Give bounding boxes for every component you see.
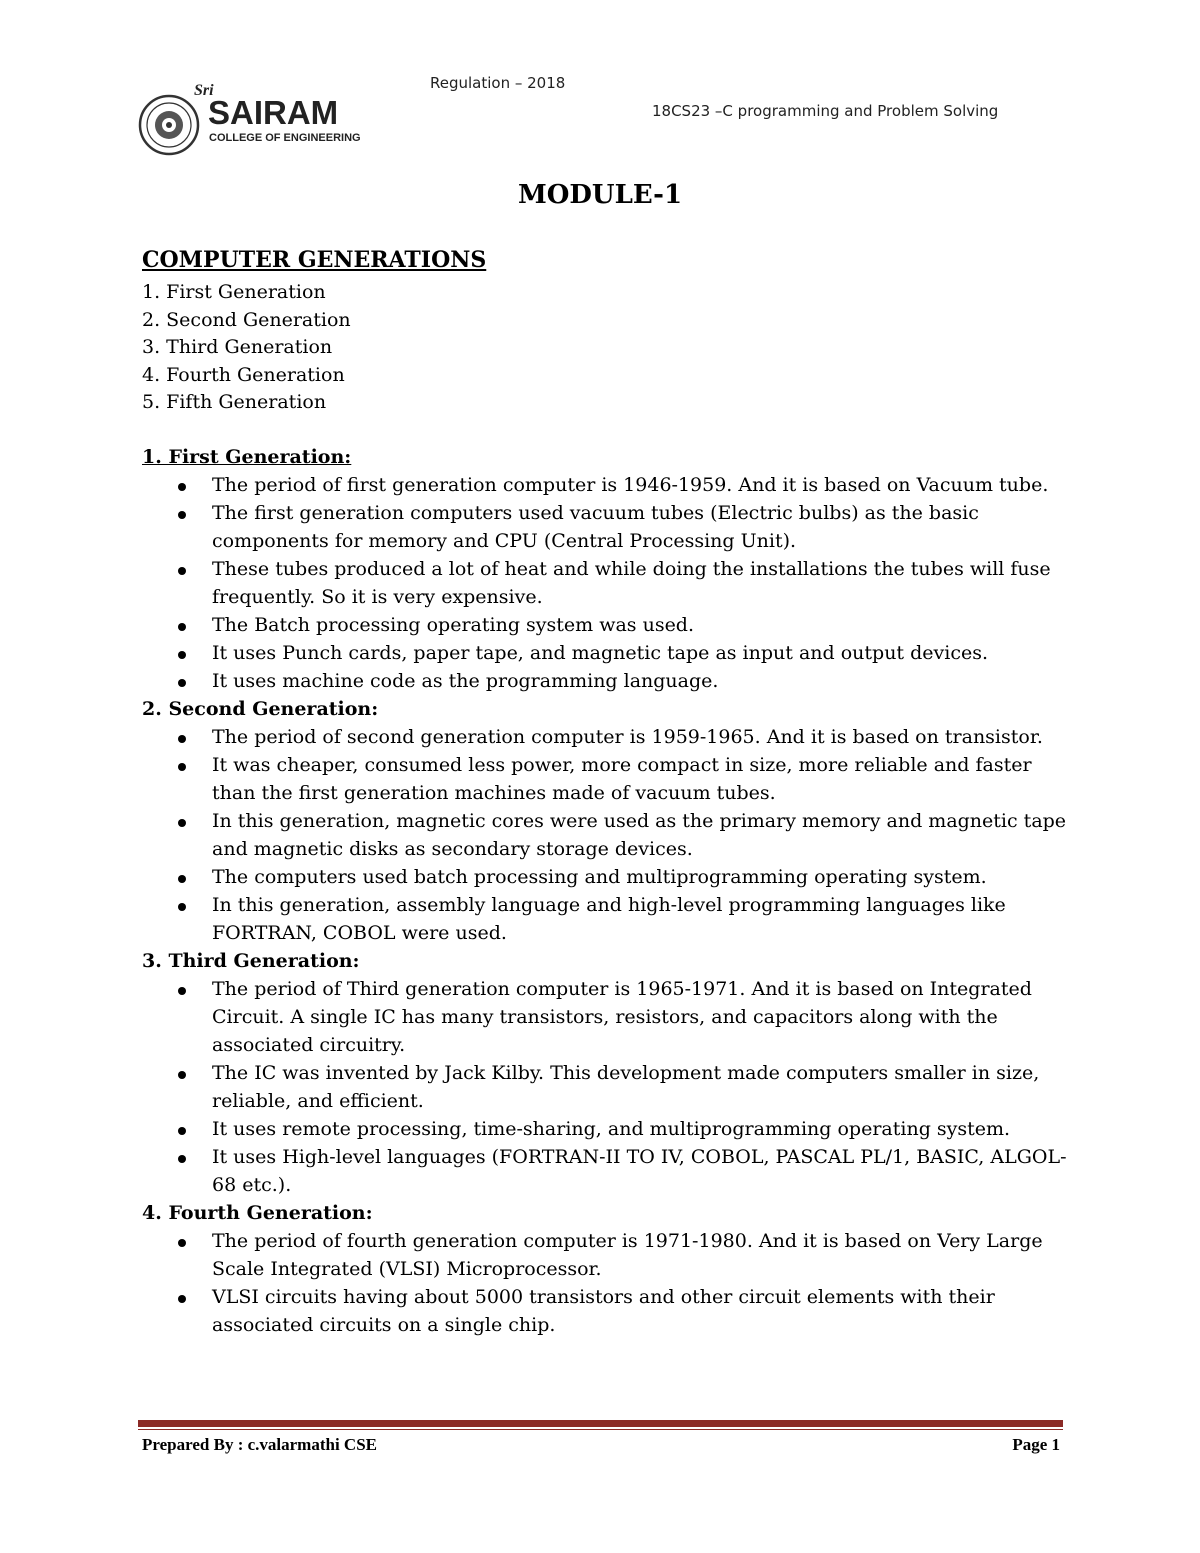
bullet-text: The IC was invented by Jack Kilby. This development made computers smaller in size, reliable, and efficient. [212, 1062, 1040, 1112]
bullet-item [142, 1059, 1072, 1115]
bullet-text: The first generation computers used vacuum tubes (Electric bulbs) as the basic components for memory and CPU (Central Processing Unit). [212, 502, 979, 552]
bullet-text: The computers used batch processing and multiprogramming operating system. [212, 866, 987, 888]
bullet-icon [178, 651, 186, 659]
bullet-item [142, 751, 1072, 807]
bullet-item [142, 639, 1072, 667]
bullet-text: It uses remote processing, time-sharing, and multiprogramming operating system. [212, 1118, 1011, 1140]
bullet-item [142, 807, 1072, 863]
bullet-text: The Batch processing operating system was used. [212, 614, 695, 636]
bullet-icon [178, 1155, 186, 1163]
footer-divider [138, 1420, 1063, 1427]
logo-subtitle-text: COLLEGE OF ENGINEERING [209, 132, 361, 144]
bullet-text: It uses machine code as the programming language. [212, 670, 719, 692]
bullet-item [142, 863, 1072, 891]
bullet-item [142, 611, 1072, 639]
second-generation-section [142, 695, 1072, 947]
college-seal-icon [138, 94, 200, 156]
bullet-icon [178, 819, 186, 827]
list-item: 2. Second Generation [142, 308, 351, 331]
bullet-item [142, 499, 1072, 555]
bullet-icon [178, 1071, 186, 1079]
list-item: 4. Fourth Generation [142, 363, 345, 386]
fourth-generation-section [142, 1199, 1072, 1339]
bullet-item [142, 1227, 1072, 1283]
list-item: 3. Third Generation [142, 336, 333, 358]
bullet-icon [178, 903, 186, 911]
bullet-list [142, 471, 1072, 695]
bullet-icon [178, 623, 186, 631]
bullet-text: In this generation, magnetic cores were used as the primary memory and magnetic tape and magnetic disks as secondary storage devices. [212, 810, 1067, 860]
bullet-list [142, 723, 1072, 947]
bullet-item [142, 975, 1072, 1059]
bullet-icon [178, 1239, 186, 1247]
section-heading: COMPUTER GENERATIONS [142, 247, 487, 273]
bullet-icon [178, 1127, 186, 1135]
gen-heading: 2. Second Generation: [142, 698, 379, 720]
logo-sri-text: Sri [194, 82, 214, 99]
gen-heading: 1. First Generation: [142, 446, 352, 468]
bullet-text: The period of first generation computer is 1946-1959. And it is based on Vacuum tube. [212, 474, 1049, 496]
bullet-icon [178, 511, 186, 519]
bullet-item [142, 471, 1072, 499]
bullet-text: The period of second generation computer is 1959-1965. And it is based on transistor. [212, 726, 1043, 748]
first-generation-section [142, 443, 1072, 695]
bullet-icon [178, 735, 186, 743]
bullet-item [142, 1143, 1072, 1199]
bullet-item [142, 667, 1072, 695]
gen-heading: 4. Fourth Generation: [142, 1202, 373, 1224]
generations-content [142, 443, 1072, 1339]
bullet-icon [178, 1295, 186, 1303]
bullet-icon [178, 875, 186, 883]
page-number: Page 1 [1012, 1435, 1060, 1454]
college-logo [138, 82, 361, 152]
bullet-item [142, 555, 1072, 611]
course-title: 18CS23 –C programming and Problem Solving [652, 102, 999, 120]
regulation-label: Regulation – 2018 [430, 74, 566, 92]
page-header [0, 0, 1200, 160]
bullet-list [142, 1227, 1072, 1339]
bullet-icon [178, 763, 186, 771]
bullet-icon [178, 483, 186, 491]
bullet-text: It was cheaper, consumed less power, more compact in size, more reliable and faster than the first generation machines made of vacuum tubes. [212, 754, 1032, 804]
bullet-list [142, 975, 1072, 1199]
bullet-text: The period of Third generation computer is 1965-1971. And it is based on Integrated Circuit. A single IC has many transistors, resistors, and capacitors along with the associated circuitry. [212, 978, 1032, 1056]
gen-heading: 3. Third Generation: [142, 950, 360, 972]
bullet-text: It uses Punch cards, paper tape, and magnetic tape as input and output devices. [212, 642, 988, 664]
bullet-icon [178, 679, 186, 687]
logo-name-text: SAIRAM [208, 94, 339, 131]
list-item: 5. Fifth Generation [142, 391, 327, 413]
bullet-item [142, 1283, 1072, 1339]
generations-list [142, 279, 351, 417]
bullet-icon [178, 567, 186, 575]
bullet-item [142, 723, 1072, 751]
bullet-text: VLSI circuits having about 5000 transistors and other circuit elements with their associated circuits on a single chip. [212, 1286, 995, 1336]
footer-divider-thin [138, 1429, 1063, 1430]
list-item: 1. First Generation [142, 281, 326, 303]
bullet-item [142, 1115, 1072, 1143]
bullet-icon [178, 987, 186, 995]
third-generation-section [142, 947, 1072, 1199]
bullet-item [142, 891, 1072, 947]
prepared-by-label: Prepared By : c.valarmathi CSE [142, 1435, 377, 1454]
bullet-text: These tubes produced a lot of heat and while doing the installations the tubes will fuse frequently. So it is very expensive. [212, 558, 1051, 608]
bullet-text: In this generation, assembly language and high-level programming languages like FORTRAN, COBOL were used. [212, 894, 1006, 944]
bullet-text: The period of fourth generation computer is 1971-1980. And it is based on Very Large Scale Integrated (VLSI) Microprocessor. [212, 1230, 1043, 1280]
module-title: MODULE-1 [517, 180, 683, 210]
bullet-text: It uses High-level languages (FORTRAN-II TO IV, COBOL, PASCAL PL/1, BASIC, ALGOL-68 etc.). [212, 1146, 1067, 1196]
